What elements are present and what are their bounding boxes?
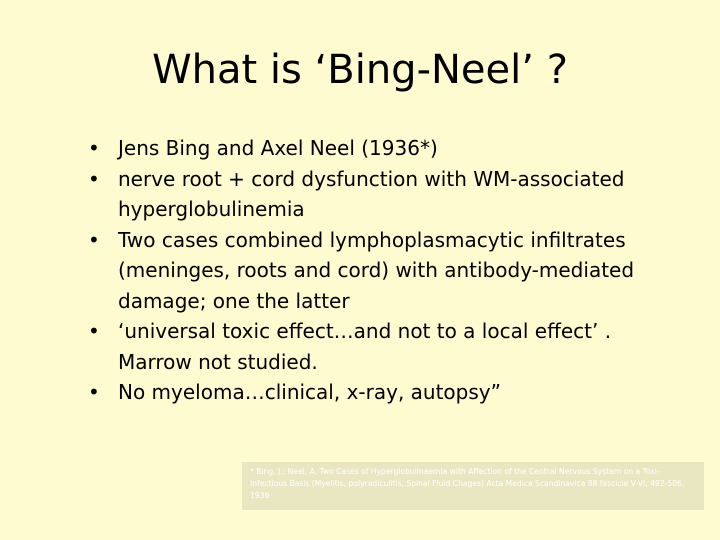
bullet-icon: • <box>88 319 100 343</box>
bullet-list <box>88 133 688 408</box>
bullet-text: Two cases combined lymphoplasmacytic infiltrates (meninges, roots and cord) with antibody-mediated damage; one the latter <box>118 227 635 313</box>
bullet-item <box>88 133 688 164</box>
bullet-text: No myeloma…clinical, x-ray, autopsy” <box>118 380 501 404</box>
bullet-icon: • <box>88 166 100 191</box>
bullet-icon: • <box>88 380 100 404</box>
bullet-icon: • <box>88 227 100 252</box>
footnote-citation: * Bing, J.; Neel, A. Two Cases of Hyperglobulinaemia with Affection of the Central Nervous System on a Toxi-Infectious Basis (Myelitis, polyradiculitis, Spinal Fluid Chages) Acta Medica Scandinavica 88 fascicle V-VI, 492-506, 1936 <box>242 462 704 510</box>
bullet-text: Jens Bing and Axel Neel (1936*) <box>118 136 438 160</box>
slide-title: What is ‘Bing-Neel’ ? <box>152 47 568 93</box>
bullet-item <box>88 316 688 377</box>
bullet-text: ‘universal toxic effect…and not to a local effect’ . Marrow not studied. <box>118 319 612 374</box>
bullet-item <box>88 377 688 408</box>
bullet-item <box>88 164 688 225</box>
bullet-item <box>88 225 688 317</box>
bullet-text: nerve root + cord dysfunction with WM-associated hyperglobulinemia <box>118 166 625 221</box>
bullet-icon: • <box>88 136 100 160</box>
